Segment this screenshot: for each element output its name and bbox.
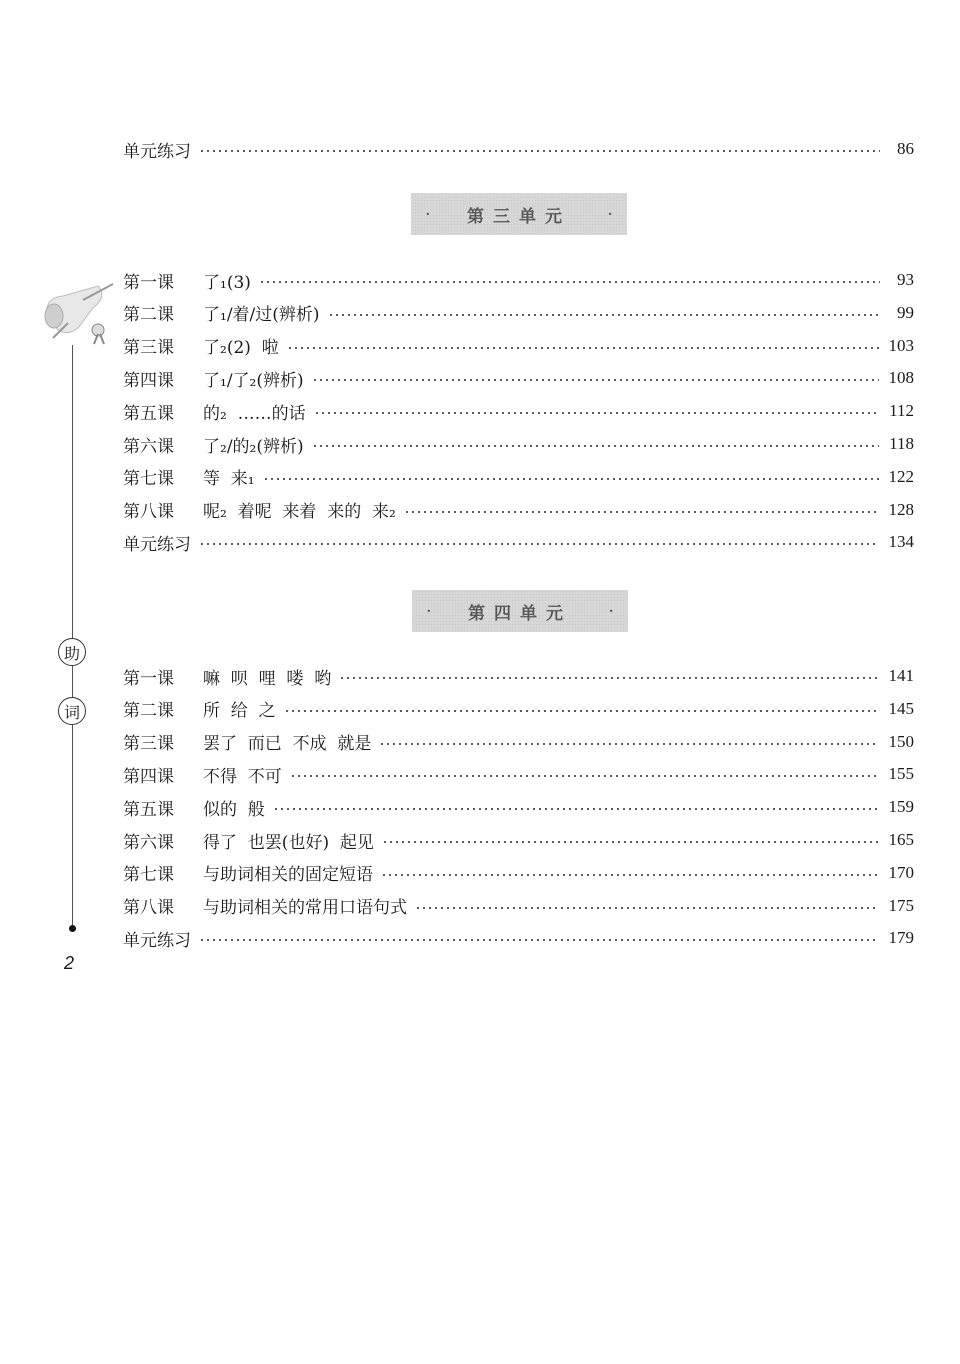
toc-row[interactable]	[123, 663, 914, 689]
toc-lesson-label: 第四课	[123, 766, 174, 787]
toc-page-number: 128	[888, 499, 914, 519]
toc-row[interactable]	[123, 860, 914, 886]
toc-row[interactable]	[123, 464, 914, 490]
scroll-quill-icon	[38, 278, 118, 348]
toc-page-number: 165	[888, 830, 914, 849]
toc-lesson-title: 了₁/了₂(辨析)	[203, 370, 304, 391]
banner-dot: ·	[607, 203, 613, 225]
toc-row[interactable]	[123, 497, 914, 523]
toc-lesson-label: 第三课	[123, 338, 174, 359]
toc-lesson-title: 嘛 呗 哩 喽 哟	[203, 668, 332, 689]
toc-lesson-title: 等 来₁	[203, 469, 255, 490]
toc-page-number: 159	[888, 797, 914, 817]
toc-row[interactable]	[123, 431, 914, 457]
toc-lesson-label: 第八课	[123, 502, 174, 523]
toc-row[interactable]	[123, 696, 914, 722]
toc-lesson-title: 了₁/着/过(辨析)	[203, 305, 320, 326]
toc-row[interactable]	[123, 794, 914, 820]
page-number: 2	[64, 953, 75, 973]
leader-dots	[263, 478, 879, 480]
toc-lesson-label: 第五课	[123, 403, 174, 424]
unit-title: 第四单元	[468, 603, 572, 624]
leader-dots	[273, 808, 879, 810]
side-line-end-dot	[69, 925, 76, 932]
leader-dots	[284, 710, 879, 712]
toc-row[interactable]	[123, 827, 914, 853]
toc-lesson-label: 第四课	[123, 370, 174, 391]
banner-dot: ·	[426, 600, 432, 622]
toc-row[interactable]	[123, 267, 914, 293]
toc-page-number: 141	[888, 666, 914, 685]
toc-lesson-label: 第八课	[123, 898, 174, 919]
toc-row[interactable]	[123, 729, 914, 755]
toc-row[interactable]	[123, 925, 914, 951]
leader-dots	[339, 677, 878, 679]
toc-lesson-title: 呢₂ 着呢 来着 来的 来₂	[203, 502, 396, 523]
toc-lesson-label: 第三课	[123, 734, 174, 755]
toc-lesson-label: 单元练习	[123, 930, 191, 951]
toc-lesson-title: 与助词相关的固定短语	[203, 865, 373, 886]
leader-dots	[287, 347, 879, 349]
leader-dots	[328, 314, 880, 316]
toc-page-number: 93	[897, 270, 914, 289]
toc-lesson-title: 的₂ ……的话	[203, 403, 306, 424]
leader-dots	[314, 412, 880, 414]
toc-lesson-title: 罢了 而已 不成 就是	[203, 734, 372, 755]
leader-dots	[199, 939, 879, 941]
toc-lesson-label: 第六课	[123, 436, 174, 457]
toc-page-number: 170	[888, 862, 914, 882]
banner-dot: ·	[425, 203, 431, 225]
toc-row[interactable]	[123, 893, 914, 919]
toc-lesson-title: 了₂/的₂(辨析)	[203, 436, 304, 457]
leader-dots	[415, 907, 879, 909]
toc-row[interactable]	[123, 529, 914, 555]
toc-lesson-title: 了₂(2) 啦	[203, 338, 279, 359]
toc-lesson-title: 不得 不可	[203, 766, 282, 787]
toc-lesson-label: 第二课	[123, 305, 174, 326]
leader-dots	[379, 743, 878, 745]
toc-lesson-label: 单元练习	[123, 141, 191, 162]
toc-lesson-label: 第二课	[123, 701, 174, 722]
unit-banner	[411, 193, 627, 235]
leader-dots	[312, 445, 880, 447]
toc-lesson-title: 了₁(3)	[203, 272, 251, 293]
toc-page-number: 122	[888, 466, 914, 486]
unit-banner	[412, 590, 628, 632]
toc-page-number: 86	[897, 139, 914, 158]
toc-lesson-title: 得了 也罢(也好) 起见	[203, 832, 374, 853]
toc-page-number: 155	[888, 764, 914, 784]
toc-lesson-label: 第一课	[123, 272, 174, 293]
leader-dots	[199, 543, 879, 545]
toc-page-number: 134	[888, 532, 914, 552]
toc-page-number: 112	[889, 401, 914, 421]
toc-page-number: 179	[888, 928, 914, 948]
toc-lesson-label: 第七课	[123, 865, 174, 886]
banner-dot: ·	[608, 600, 614, 622]
leader-dots	[381, 874, 879, 876]
toc-row[interactable]	[123, 300, 914, 326]
toc-row[interactable]	[123, 398, 914, 424]
leader-dots	[259, 281, 880, 283]
leader-dots	[404, 511, 879, 513]
side-label-char: 助	[58, 638, 86, 666]
toc-lesson-title: 与助词相关的常用口语句式	[203, 898, 407, 919]
side-label-char: 词	[58, 697, 86, 725]
leader-dots	[312, 379, 879, 381]
toc-lesson-label: 第六课	[123, 832, 174, 853]
toc-page-number: 175	[888, 895, 914, 915]
toc-page-number: 103	[888, 335, 914, 355]
leader-dots	[290, 775, 879, 777]
toc-page-number: 145	[888, 698, 914, 718]
side-vertical-line	[72, 345, 73, 928]
toc-page-number: 108	[888, 368, 914, 388]
toc-lesson-label: 第一课	[123, 668, 174, 689]
unit-title: 第三单元	[467, 206, 571, 227]
toc-row[interactable]	[123, 761, 914, 787]
toc-page-number: 150	[888, 731, 914, 751]
toc-page-number: 99	[897, 302, 914, 322]
toc-row[interactable]	[123, 333, 914, 359]
leader-dots	[199, 150, 880, 152]
toc-row[interactable]	[123, 136, 914, 162]
toc-lesson-label: 第五课	[123, 799, 174, 820]
leader-dots	[382, 841, 879, 843]
toc-row[interactable]	[123, 365, 914, 391]
toc-page-number: 118	[889, 434, 914, 453]
toc-lesson-title: 似的 般	[203, 799, 265, 820]
toc-lesson-title: 所 给 之	[203, 701, 276, 722]
toc-lesson-label: 单元练习	[123, 534, 191, 555]
toc-lesson-label: 第七课	[123, 469, 174, 490]
